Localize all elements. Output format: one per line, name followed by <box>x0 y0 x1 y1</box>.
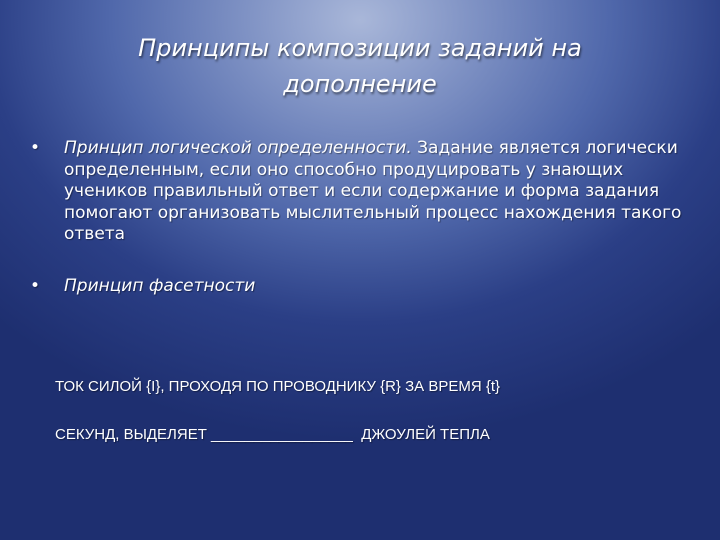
example-line-1: ТОК СИЛОЙ {I}, ПРОХОДЯ ПО ПРОВОДНИКУ {R} ЗА ВРЕМЯ {t} <box>55 378 501 395</box>
slide-title: Принципы композиции заданий на дополнение <box>138 34 582 98</box>
bullet-list <box>30 138 690 297</box>
bullet-heading: Принцип фасетности <box>64 275 256 296</box>
bullet-body: Задание является логически определенным, если оно способно продуцировать у знающих учеников правильный ответ и если содержание и форма задания помогают организовать мыслительный процесс нахождения такого ответа <box>64 138 682 244</box>
bullet-facetness <box>30 276 690 298</box>
bullet-logical-definiteness <box>30 138 690 246</box>
bullet-marker-icon: • <box>30 275 41 296</box>
example-line-2: СЕКУНД, ВЫДЕЛЯЕТ _________________ ДЖОУЛЕЙ ТЕПЛА <box>55 426 490 443</box>
bullet-heading: Принцип логической определенности. <box>64 138 412 158</box>
bullet-marker-icon: • <box>30 138 41 158</box>
